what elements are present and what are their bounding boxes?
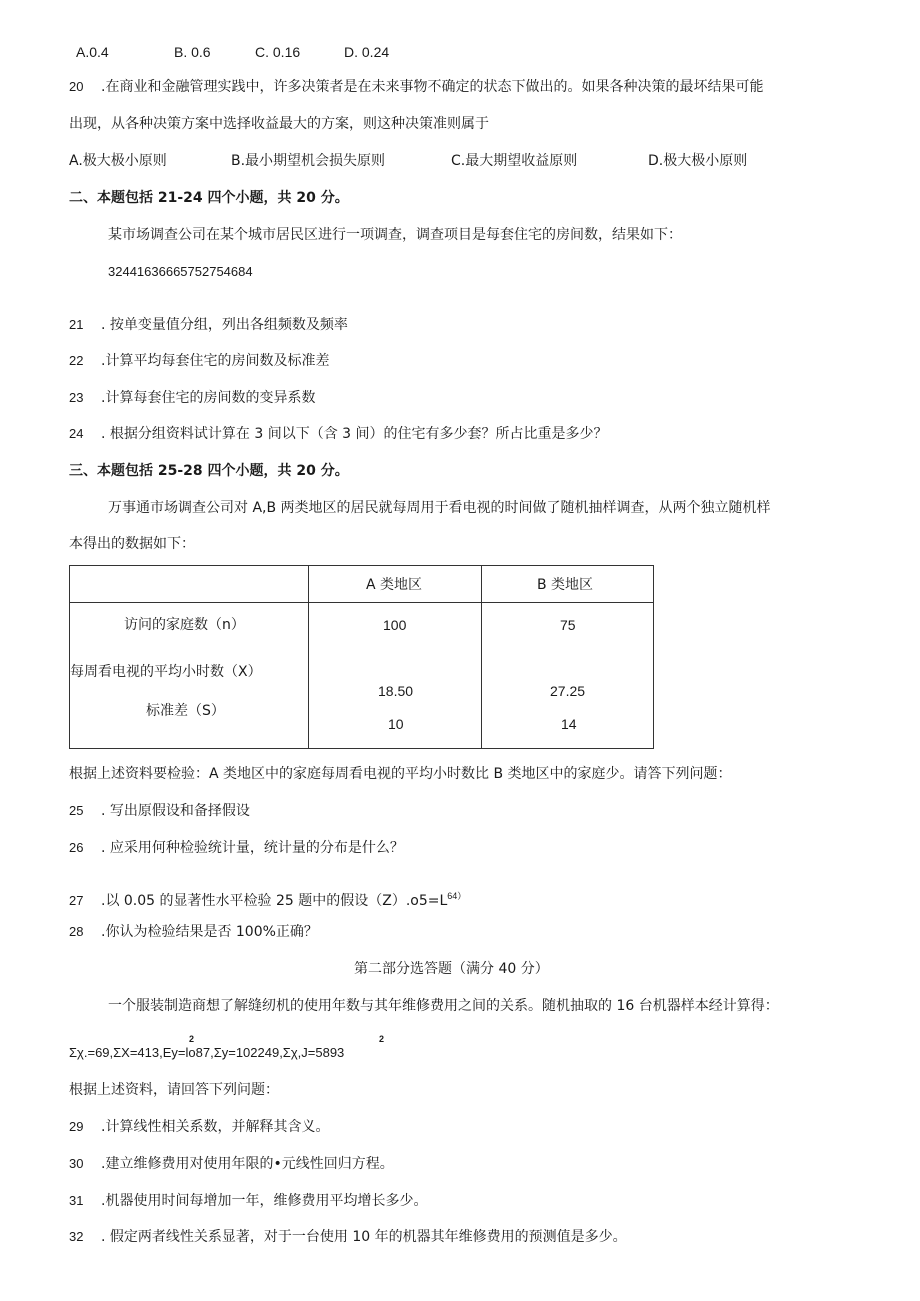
formula-superscript-2: 2: [379, 1034, 385, 1044]
question-25: [69, 801, 250, 821]
q19-option-d: D. 0.24: [344, 44, 390, 60]
section-3-heading: 三、本题包括 25-28 四个小题，共 20 分。: [69, 463, 349, 479]
question-20-continued: 出现，从各种决策方案中选择收益最大的方案，则这种决策准则属于: [69, 116, 489, 132]
section-3-intro: 万事通市场调查公司对 A,B 两类地区的居民就每周用于看电视的时间做了随机抽样调查，从两个独立随机样: [108, 500, 771, 516]
question-number: 31: [69, 1193, 84, 1208]
question-26: [69, 838, 404, 858]
section-2-intro: 某市场调查公司在某个城市居民区进行一项调查，调查项目是每套住宅的房间数，结果如下：: [108, 227, 682, 243]
question-number: 28: [69, 924, 84, 939]
question-21: [69, 315, 348, 335]
question-24: [69, 424, 608, 444]
row-households-a: 100: [383, 617, 407, 633]
part-2-lead: 根据上述资料，请回答下列问题：: [69, 1082, 279, 1098]
question-31: [69, 1191, 427, 1211]
q19-option-c: C. 0.16: [255, 44, 301, 60]
question-text: . 假定两者线性关系显著，对于一台使用 10 年的机器其年维修费用的预测值是多少。: [101, 1229, 627, 1245]
question-text: . 写出原假设和备择假设: [101, 803, 250, 819]
question-22: [69, 351, 329, 371]
question-number: 26: [69, 840, 84, 855]
question-number: 22: [69, 353, 84, 368]
question-text: . 按单变量值分组，列出各组频数及频率: [101, 317, 348, 333]
q20-option-a: A.极大极小原则: [69, 153, 167, 169]
part-2-title: 第二部分选答题（满分 40 分）: [354, 961, 549, 977]
question-text: .计算平均每套住宅的房间数及标准差: [101, 353, 330, 369]
hypothesis-instruction: 根据上述资料要检验：A 类地区中的家庭每周看电视的平均小时数比 B 类地区中的家庭少。请答下列问题：: [69, 766, 732, 782]
q20-option-d: D.极大极小原则: [648, 153, 748, 169]
q20-option-c: C.最大期望收益原则: [451, 153, 578, 169]
question-text: .机器使用时间每增加一年，维修费用平均增长多少。: [101, 1193, 428, 1209]
question-number: 25: [69, 803, 84, 818]
section-3-intro-continued: 本得出的数据如下：: [69, 536, 195, 552]
question-number: 29: [69, 1119, 84, 1134]
question-number: 27: [69, 893, 84, 908]
question-30: [69, 1154, 394, 1174]
formula-superscript-1: 2: [189, 1034, 195, 1044]
part-2-intro: 一个服装制造商想了解缝纫机的使用年数与其年维修费用之间的关系。随机抽取的 16 台机器样本经计算得：: [108, 998, 779, 1014]
q19-option-a: A.0.4: [76, 44, 109, 60]
question-text: .在商业和金融管理实践中，许多决策者是在未来事物不确定的状态下做出的。如果各种决策的最坏结果可能: [101, 79, 764, 95]
question-28: [69, 922, 318, 942]
question-number: 24: [69, 426, 84, 441]
q20-option-b: B.最小期望机会损失原则: [231, 153, 386, 169]
question-23: [69, 388, 315, 408]
row-avg-hours-a: 18.50: [378, 683, 414, 699]
question-number: 20: [69, 79, 84, 94]
question-number: 21: [69, 317, 84, 332]
summary-formula: Σχ.=69,ΣX=413,Ey=lo87,Σy=102249,Σχ,J=5893: [69, 1045, 345, 1060]
question-27-superscript: 64）: [447, 891, 467, 901]
row-avg-hours-b: 27.25: [550, 683, 586, 699]
question-number: 23: [69, 390, 84, 405]
row-avg-hours-label: 每周看电视的平均小时数（X）: [70, 664, 262, 680]
section-2-heading: 二、本题包括 21-24 四个小题，共 20 分。: [69, 190, 349, 206]
question-text: .计算线性相关系数，并解释其含义。: [101, 1119, 330, 1135]
question-number: 30: [69, 1156, 84, 1171]
row-std-dev-b: 14: [561, 716, 577, 732]
question-text: . 应采用何种检验统计量，统计量的分布是什么？: [101, 840, 404, 856]
question-27: [69, 886, 466, 911]
column-b-header: B 类地区: [537, 577, 594, 593]
row-std-dev-a: 10: [388, 716, 404, 732]
question-20: [69, 77, 763, 97]
table-corner-cell: [70, 566, 309, 603]
question-text: .以 0.05 的显著性水平检验 25 题中的假设（Z）.o5=L: [101, 893, 448, 909]
question-text: .你认为检验结果是否 100%正确？: [101, 924, 318, 940]
row-std-dev-label: 标准差（S）: [146, 703, 225, 719]
question-29: [69, 1117, 329, 1137]
row-households-label: 访问的家庭数（n）: [124, 617, 245, 633]
q19-option-b: B. 0.6: [174, 44, 211, 60]
question-32: [69, 1227, 627, 1247]
question-text: .计算每套住宅的房间数的变异系数: [101, 390, 316, 406]
row-households-b: 75: [560, 617, 576, 633]
question-text: .建立维修费用对使用年限的•元线性回归方程。: [101, 1156, 394, 1172]
question-text: . 根据分组资料试计算在 3 间以下（含 3 间）的住宅有多少套？所占比重是多少？: [101, 426, 608, 442]
question-number: 32: [69, 1229, 84, 1244]
survey-data: 32441636665752754684: [108, 264, 253, 279]
column-a-header: A 类地区: [366, 577, 423, 593]
